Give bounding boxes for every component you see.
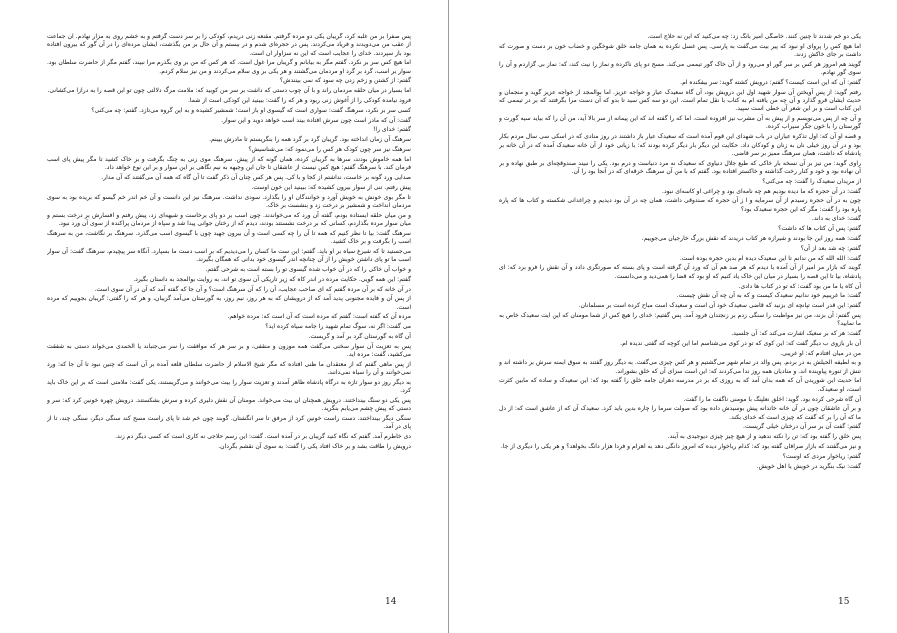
paragraph: چون به در آن حجره رسیدم از آن سرمایه و ا ز آن حجره که صندوقی داشت، همان چه در آن بود دیدیم و چراغدانی شکسته و کتاب ها که پاره پاره بود را گفت: مگر که این حجره سعیدک بود؟ (499, 197, 861, 213)
paragraph: اما همه خاموش بودند، سرها به گریبان کرده، همان گونه که از پیش. سرهنگ موی زنی به چنگ بگرفت و بر خاک کشید تا مگر پیش پای اسب فرمان کند. با سرهنگ گفتم: هیچ کس نیست از عاشقان تا جان این وجیهه به نیم نگاهی بر این سوار و بر این نوع خواهد داد. (47, 155, 411, 172)
paragraph: در آن خانه که بر آن مرده گفتم که ای صاحب عجایب، آن را که آن سرهنگ است؟ و آن جا که گفته آمد که آن در آن سوی است. (94, 285, 411, 293)
paragraph: و قصه او آن که: اول تذکره عیاران در باب شهدای این قوم آمده است که سعیدک عیار باز داشتند در روز منادی که در اسکی سی سال مردم بکار بود و در آن روز خیلی نان به زنان و کودکان داد. حکایت این دیگر بار دیگر کرده بودند که: با زیانی خود از آن خانه سعیدک آمده که در آن خانه بر پادشاه که داشت، همان سرهنگ ممیز بر سر قاضی. (499, 133, 861, 157)
paragraph: من در میان افتادم که: او غریبی. (780, 349, 861, 357)
paragraph: و آن چه از پس می‌نویسم و از پیش به آن مشرب نیز افزوده است. اما که را گفته اند که این پیمانه از سر بالا آید، من آن را که بیاید سیه گورت و گورستان را با خون جگر سیراب کرده. (499, 115, 861, 131)
paragraph: آن بار بازوی ب دیگر گفت که: این کوی که تو در کوی می‌شناسم اما این کوچه که گفتی ندیده ام. (620, 339, 861, 347)
paragraph: گفتم: گفت آن بر سر آن درختان خیلی گریست. (743, 423, 861, 431)
paragraph: گفت: در آن حجره که ما دیده بودیم هم چه نامه‌ای بود و چراغی او کاسه‌ای نبود. (662, 187, 861, 195)
paragraph: سنگی دیگر بینداختند. دست راست خونین کرد از مرفق تا سر انگشتان. گوبند چون خم شد تا پای راست مسح کند سنگی دیگر، سنگی چند، تا از پای در آمد. (47, 415, 411, 431)
paragraph: آن گاه به گورستان گرد بر آمد و گریست. (308, 333, 411, 340)
page-right (449, 0, 897, 633)
paragraph: گفت: همه روز این جا بودند و شیرازه هر کتاب دریدند که نقش بزرگ خارجیان می‌جوییم. (641, 235, 861, 243)
paragraph: گفتم: چه شد بعد از آن؟ (800, 244, 861, 252)
paragraph: مرده آن که گفته است: گفتم که مرده است که آن است که: مرده خواهم. (227, 313, 411, 321)
paragraph: گویند هم امروز هر کس بر سر گور او می‌رود و از آن خاک گور تیممی می‌کند. مسح دو پای ناکرده و نماز را نیت کند، که: نماز بی گزاردم و آن را سوی گور نهادم. (499, 60, 861, 77)
paragraph: یکی دو خم شدند تا چنین کنند. خاصگی امیر بانگ زد: چه می‌کنید که این نه حلاج است. (647, 33, 861, 40)
paragraph: از پس ماهی گفتم که از معتقدان ما ظنی افتاده که مگر شیخ الاسلام از حاضرت سلطان قلعه آمده بر آن است که چنین نبود تا آن جا که: ورد نمی‌خوانند و آن را سیاه نمی‌دانند. (47, 360, 411, 377)
page-number-right: 15 (838, 597, 850, 607)
paragraph: می گفت: اگر نه، سوگ تمام شهید را جامه سیاه کرده اید؟ (265, 323, 411, 331)
paragraph: پس یکی دو سنگ بینداختند. درویش همچنان ان بیت می‌خواند. مومنان آن نقش دلیری کرده و سرش بشکستند. درویش چهره خونین کرد که: سر و دستی که پیش چشم می‌یابم بنگرید. (47, 397, 411, 413)
paragraph: و خواب آن خاکی را که در آن خواب شده گیسوی تو را بسته است به شرحی گفتم. (205, 265, 411, 273)
paragraph: درویش را طاقت بشد و بر خاک افتاد یکی را گفت: به سوی آن نقشم بگردان. (218, 443, 411, 451)
page-text-right (499, 33, 861, 589)
paragraph: راوی گوید: من نیز بر آن نسخه بار خاکی که طبع جلال دنیاوی که سعیدک نه مرد دنیاست و درم بود. یکی را نبیند صندوقچه‌ای بر طبق نهاده و بر آن نهاده بود و خود و کنار رخت گذاشته و خاکستر افتاده بود. گفتم که با من آن سرهنگ خرقه‌ای که در آنجا بود را آن. (499, 159, 861, 175)
paragraph: گفتم: پس آن کتاب ها که داشت؟ (778, 225, 861, 233)
paragraph: رفتم گوید: از پس آویختن آن سوار شهید اول این درویش بود، آن گاه سعیدک عیار و خواجه عزیز. اما بوالمجد از خواجه عزیز گوید و منجمان و حدیث ایشان قرو گذارد و آن چه من یافته ام به کتاب با نقل تمام است. این دو سه کس سید تا بدو که آن دست مرا بگرفتند که بر در تیممی که این کتاب است و بر این شعر آن خطی است سپید. (499, 88, 861, 113)
paragraph: پس به تعزیت آن سوار سخنی می‌گفت همه موزون و منقفی، و بر سر هر که موافقت را سر می‌جنباند یا الحمدی می‌خواند دستی به شفقت می‌کشید، گفت: مرده اید. (47, 342, 411, 359)
paragraph: سرهنگ نیز سر چون کودک هر کس را می‌نمود که: می‌شناسیش؟ (248, 146, 411, 154)
paragraph: اما هیچ کس سر بر نکرد. گفتم مگر به بیابانم و گریبان مرا غول است. که هر کس که من بر وی بگذرم مرا نبیند، گفتم مگر از حاضرت سلطان بود. سوار بر اسب، گرد بر گرد او مردمان می‌گشتند و هر یکی بر وی سلام می‌کردند و من نیز سلام کردم. (47, 59, 411, 75)
paragraph: فرود نیامده کودکی را از آغوش زنی ربود و هر که را گفت: ببینید این کودکی است از شما. (187, 97, 411, 105)
paragraph: و بر آن عاشقان چون در آن خانه خاندانه پیش بوسیدش داده بود که صولت سرما را چاره بدین باید کرد. سعیدک آن که از عاشق است که: از دل ما که آن را بر که گفت که چیزی است که خدای بکند. (499, 405, 861, 421)
paragraph: آن گاه شرحی کرده بود. گوید: اخلق نعلپنگ با مومنی ناگفت ما را گفت. (683, 395, 861, 403)
paragraph: گفتم: خدای را! (372, 126, 411, 134)
paragraph: پس گفتم: آن بزند، من نیز مواظبت را سنگی زدم بر زنجندان فرود آمد. پس گفتیم: خدای را هیچ کس از شما مومنان که این ایت سعیدک خاص به ما نمایید؟ (499, 311, 861, 328)
paragraph: گفت: خدای به داند. (811, 215, 861, 223)
paragraph: و نیز می‌گفتند که بازار صرافان گفته بود که: کدام ریاخوار دیده که امروز دانگی دهد به اهرام و فردا هزار دانگ بخواهد؟ و هر یکی را دیگری از جا. (500, 443, 861, 451)
paragraph: تا مگر بوی خونش به خویش آورد و خوانندگان او را بگذارد. سودی نداشت. سرهنگ نیز این دانست و آن خم اندر خم گیسو که بریده بود به سوی مردمان انداخت و شمشیر بر درخت زد و بنشست بر خاک. (47, 193, 411, 209)
paragraph: پس صفرا بر من غلبه کرد، گریبان یکی دو مرده گرفتم. مقنعه زنی دریدم، کودکی را بر سر دست گرفتم و به خشم روی به مزار نهادم. آن جماعت از عقب من می‌دویدند و فریاد می‌کردند. پس در حجره‌ای شدم و در ببستم و آن حال بر من بگذشت، ایشان مرده‌ای را در آن گور که بیرون افتاده بود باز سپردند. خدای را عجایب است که این نه سزاوار ان است. (47, 33, 411, 57)
paragraph: گفتم: ریاخوار مردی که اوست؟ (782, 452, 861, 460)
paragraph: از پس آن و فایده مجنونی پدید آمد که از درویشان که به هر روز، نیم روز، به گورستان می‌آمد گریبان، و هر که را گفتی: گریبان بجوییم که مرده است. (47, 295, 411, 311)
paragraph: صدایی ورد گونه بر خاست، نداشتم از کجا و با کی. پس هر کس چنان آن ذکر گفت تا آن گاه که همه آن می‌گفتند که آن مدار. (101, 173, 411, 181)
paragraph: گفت: نیک بنگرید در خویش یا اهل خویش. (756, 462, 861, 470)
paragraph: گفت: هر که بر سعیک اشارت می‌کند که: آن جلسید. (731, 330, 861, 337)
page-text-left (47, 33, 411, 589)
paragraph: و من میان حلقه ایستاده بودم، گفته آن ورد که می‌خواندند. چون اسب بر دو پای برخاست و شیهه‌ای زد، پیش رفتم و افسارش بر درخت بستم و میان سوار مرده بگذاردم، کسانی که بر درخت نشستند بودند، دیدم که از رختان جوانی پیدا شد و سپاه از مردمان پراکنده از سوی آن ورد نبود. (47, 211, 411, 227)
paragraph: پس خلق را گفته بود که: تن را نکته ندهید و از هیچ چیز چیزی دیوجیدی به آیند. (667, 433, 861, 441)
paragraph: به دیگر روز دو سوار تازه به درگاه پادشاه ظاهر آمدند و تعزیت سوار را بیت می‌خوانند و می‌گریستند، یکی گفت: ملامتی است که بر این خاک باید کرد. (47, 378, 411, 395)
paragraph: گفتم: این همه گویی. حکایت مرده در اندر کاه که زیر تاریکی آن سوی تو اند، به روایت بوالمجد به داستان بگیرد. (133, 275, 411, 283)
paragraph: پیش رفتم. تنی از سوار بیرون کشیده که: ببینید این خون اوست. (251, 183, 411, 191)
paragraph: و به لطیفه الحیلش به در بردم. پس والد در تمام شهر می‌گشتیم و هر کس چیزی می‌گفت. به دیگر روز گفتند به سوق ایمنه سرش بر داشته اند و تنش از تنوره پیاوینده اند. و منادیان همه روز ندا می‌کردند که: این است سزای آن که خلق بشوراند. (499, 359, 861, 375)
paragraph: گفتم: آن که این است کیست؟ گفتم: درویش کشته گوید: سر بیفکنده ام. (680, 78, 861, 86)
paragraph: از مریدان سعیدک را گفت: چه می‌کنی؟ (762, 177, 861, 185)
paragraph: دی خاطرم آمد. گفتم که نگاه کنید گریبان بر در آمده است. گفت: این رسم حلاجی نه کاری است که کسی دیگر دم زند. (115, 433, 411, 441)
paragraph: اما حدیث این شوریدن آن که همه بدان آمد که به روزی که بر در مدرسه دهران جامه خلق را گفته بود که: این سعیدک و ساده که مابین کثرت است، او سعیدک. (499, 377, 861, 393)
page-left (0, 0, 448, 633)
paragraph: اما بسیار در میان حلقه مردمان راند و با آن چوب دستی که داشت بر سر من کوبید که: ملامت مرگ دلالتی چون تو این قصه را به درازا می‌کشانی. (47, 87, 411, 95)
paragraph: گفت: ما غریبیم خود ندانیم سعیدک کیست و که به آن چه آن نقش چیست. (676, 292, 861, 300)
paragraph: گفتم: از کشتن و زخم زدن چه سود که نمی بینندش؟ (279, 77, 411, 85)
paragraph: اما هیچ کس را پروای او نبود که پیر بیت می‌گفت به پارسی. پس غسل نکرده به همان جامه خلق شوخگین و خضاب خون بر دست و صورت که داشت بر جای خاکش زدند. (499, 42, 861, 59)
paragraph: کسی سر بر نکرد، سرهنگ گفت: سواری است که گیسوی او باز است؛ شمشیر کشیده و به این گروه می‌تازد. گفتم: چه می‌کنی؟ (91, 106, 411, 114)
paragraph: آن کاه یا ما من بود گفت: که تو در کتاب ها دادی. (738, 282, 861, 290)
page-number-left: 14 (385, 597, 397, 607)
paragraph: سرهنگ آن زمان انداخته بود. گریبان گرد بر گرد همه را بنگریستم تا مادرش بیینم. (209, 136, 411, 144)
paragraph: گفت: آن که مادر است چون سرش افتاده بیند اسب خواهد دوید و این سوار. (221, 116, 411, 124)
paragraph: گفت: الله الله که من ندانم تا این سعیدک دیده ام بدین حجره بوده است. (679, 254, 861, 262)
paragraph: گفتم: این قدر است تپانچه ای بزنید که قاضی سعیدک خود آن است و سعیدک است مباح کرده است بر مسلمانان. (578, 302, 861, 310)
paragraph: سرهنگ گفت: بیا تا نظر کنیم که همه تا آن را چه کسی است و آن بیرون جهید چون با گیسوی اسب می‌گذرد. سرهنگ بر نگاشت، من به سرهنگ اسب را بگرفت و بر خاک کشید. (47, 229, 411, 246)
paragraph: گویند که بازار مر امیر از آن آمده با دیدم که هر صد هم آن که ورد آن گرفته است و پای بسته که صورتگری دادد و آن نقش را فرو برد که: ای پادشاه، بیا تا این قصه را بسیار در میان این خاک یاد کنیم که او بود که قضا را همی‌دید و می‌دانست. (499, 264, 861, 280)
paragraph: می‌جستید تا که شیرغ سیاه بر او باید. گفتم: این ست ما کسان را می‌دیدیم که بر اسب دست ما بسپارد. آنگاه سر پیچیدم، سرهنگ گفت: آن سوار اسب ما تو پای داشتن خویش را از آن چنانچه اندر گیسوی خود بدانی که همگان بگیرند. (47, 247, 411, 264)
